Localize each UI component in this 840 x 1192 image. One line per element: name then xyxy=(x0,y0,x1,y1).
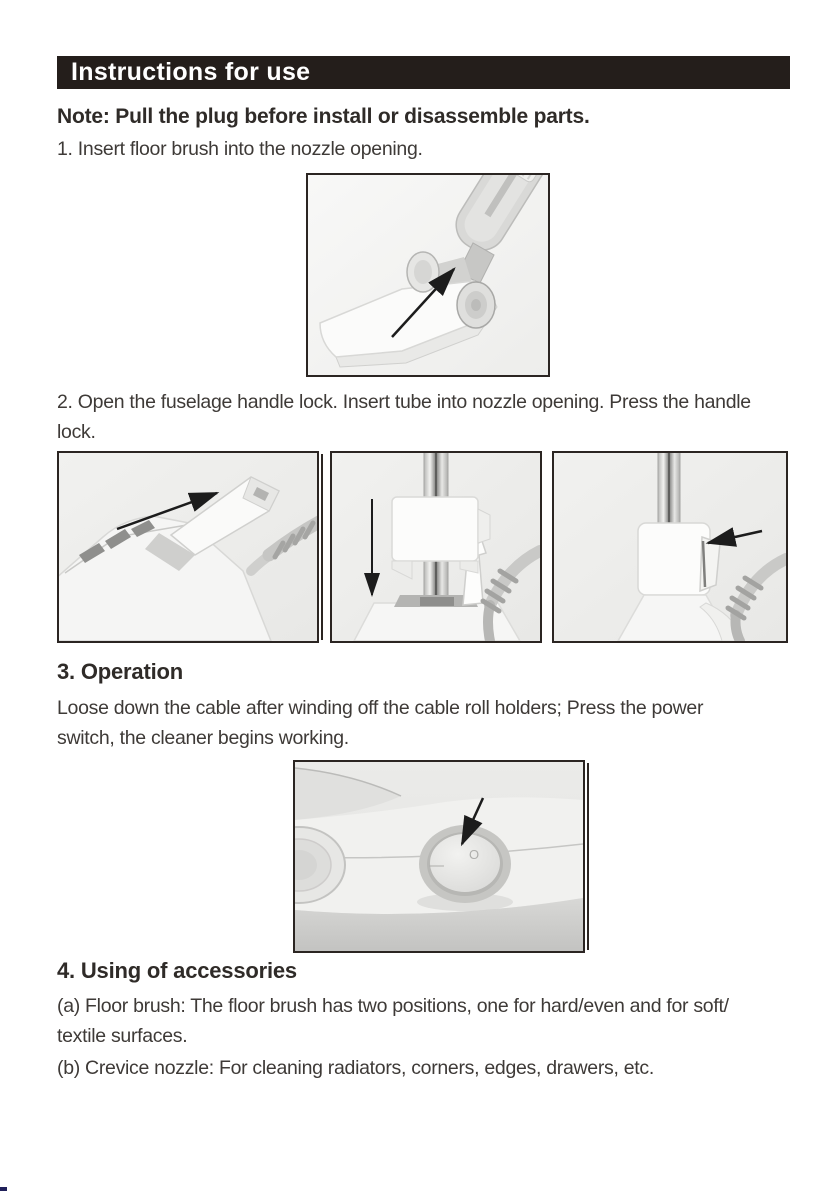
step-2-line: lock. xyxy=(57,421,96,443)
metal-tube-shape xyxy=(658,453,680,529)
section-4-heading: 4. Using of accessories xyxy=(57,958,297,983)
step-1-text: 1. Insert floor brush into the nozzle opening. xyxy=(57,138,423,160)
print-artifact-mark xyxy=(0,1187,7,1191)
section-4-item-b xyxy=(57,1053,790,1083)
page-title: Instructions for use xyxy=(71,58,311,86)
figure-tube-insert xyxy=(330,451,542,643)
figure-row-handle-lock xyxy=(57,451,790,643)
section-3-line: Loose down the cable after winding off the cable roll holders; Press the power xyxy=(57,697,704,719)
figure-handle-lock-open xyxy=(57,451,319,643)
section-3-line: switch, the cleaner begins working. xyxy=(57,727,349,749)
note-text: Note: Pull the plug before install or disassemble parts. xyxy=(57,105,590,128)
tube-insert-photo xyxy=(332,453,540,641)
step-2-line: 2. Open the fuselage handle lock. Insert tube into nozzle opening. Press the handle xyxy=(57,391,751,413)
figure-power-switch xyxy=(293,760,585,953)
handle-lock-press-photo xyxy=(554,453,786,641)
nozzle-housing-shape xyxy=(638,523,720,595)
page-content xyxy=(0,56,840,1083)
figure-floor-brush-insert xyxy=(306,173,550,377)
section-4-item-a xyxy=(57,991,790,1051)
section-header-bar xyxy=(57,56,790,89)
step-2-paragraph xyxy=(57,387,790,447)
figure-handle-lock-press xyxy=(552,451,788,643)
section-3-heading: 3. Operation xyxy=(57,659,183,684)
section-4-item-b-line: (b) Crevice nozzle: For cleaning radiators, corners, edges, drawers, etc. xyxy=(57,1057,654,1079)
switch-off-mark: O xyxy=(469,847,480,862)
power-switch-photo xyxy=(295,762,583,951)
section-4-item-a-line: (a) Floor brush: The floor brush has two positions, one for hard/even and for soft/ xyxy=(57,995,729,1017)
section-3-paragraph xyxy=(57,693,790,753)
section-4-item-a-line: textile surfaces. xyxy=(57,1025,188,1047)
floor-brush-photo xyxy=(308,175,548,375)
switch-on-mark: — xyxy=(429,857,444,874)
handle-lock-open-photo xyxy=(59,453,317,641)
